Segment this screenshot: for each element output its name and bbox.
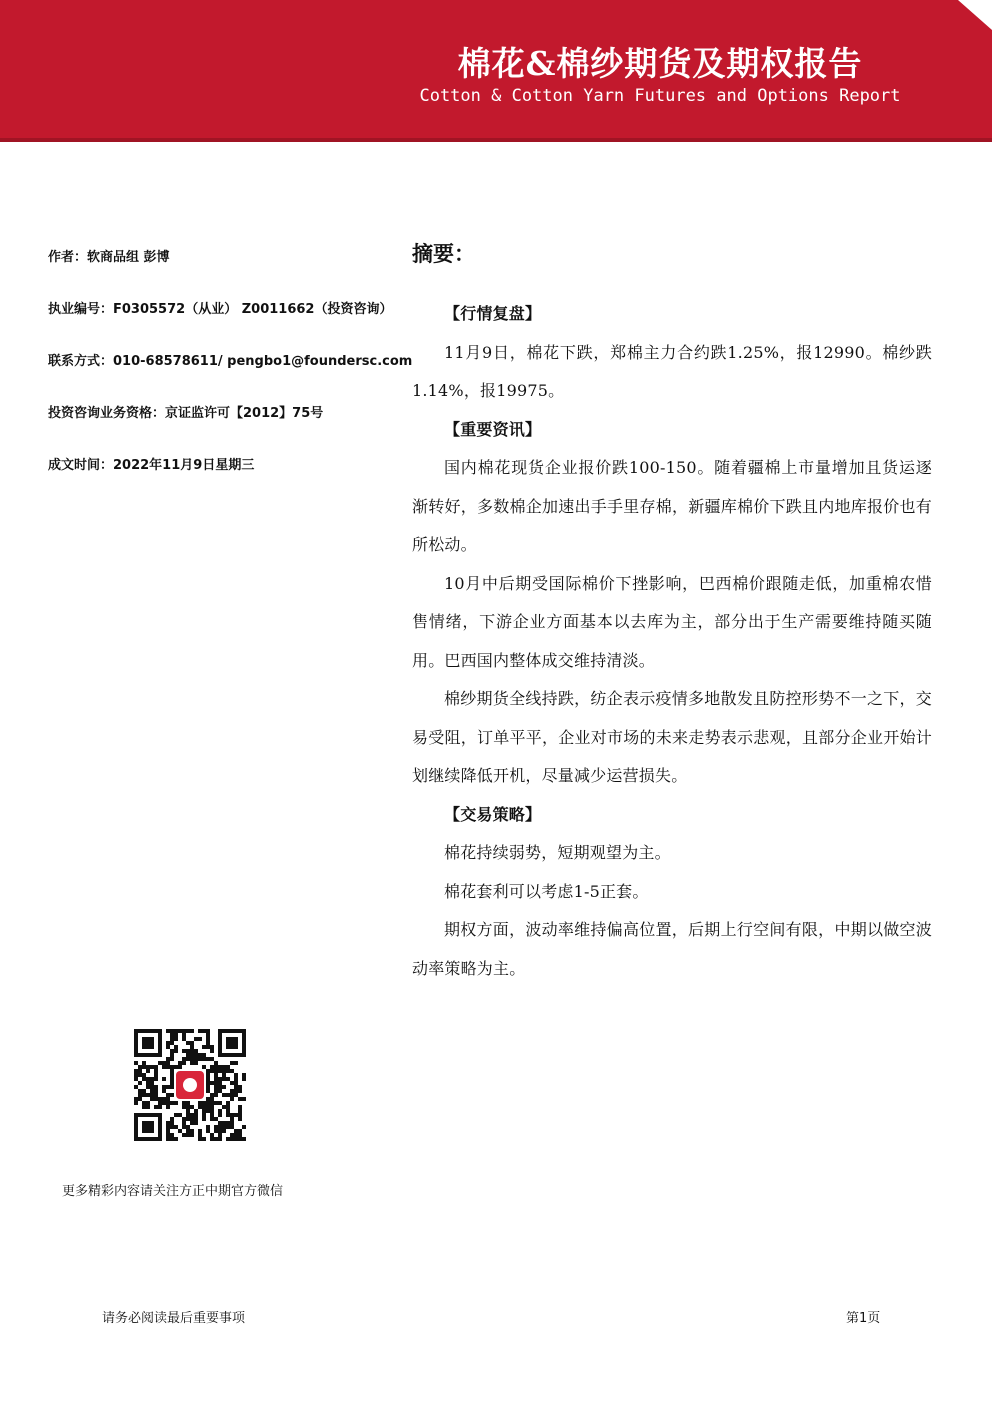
section-title-news: 【重要资讯】 — [444, 419, 542, 439]
qr-logo-mark — [183, 1078, 197, 1092]
report-title-cn: 棉花&棉纱期货及期权报告 — [457, 44, 863, 83]
qr-caption: 更多精彩内容请关注方正中期官方微信 — [62, 1184, 284, 1199]
qualification-line: 投资咨询业务资格：京证监许可【2012】75号 — [48, 406, 324, 421]
abstract-heading: 摘要： — [412, 242, 475, 266]
contact-line: 联系方式：010-68578611/ pengbo1@foundersc.com — [48, 354, 413, 369]
report-title-en: Cotton & Cotton Yarn Futures and Options Report — [419, 86, 901, 106]
footer-notice: 请务必阅读最后重要事项 — [102, 1311, 246, 1326]
wechat-qr-code — [134, 1029, 246, 1141]
qr-code-graphic — [134, 1029, 246, 1141]
section-title-market-review: 【行情复盘】 — [444, 304, 542, 323]
header-divider — [0, 138, 992, 142]
paragraph: 11月9日，棉花下跌，郑棉主力合约跌1.25%，报12990。棉纱跌1.14%，报19975。 — [412, 342, 932, 400]
paragraph: 棉花持续弱势，短期观望为主。 — [444, 843, 671, 862]
page-number: 第1页 — [846, 1311, 881, 1326]
author-line: 作者：软商品组 彭博 — [48, 250, 170, 265]
section-title-strategy: 【交易策略】 — [444, 804, 542, 824]
paragraph: 国内棉花现货企业报价跌100-150。随着疆棉上市量增加且货运逐渐转好，多数棉企加速出手手里存棉，新疆库棉价下跌且内地库报价也有所松动。 — [412, 458, 932, 554]
license-line: 执业编号：F0305572（从业） Z0011662（投资咨询） — [48, 302, 393, 317]
paragraph: 棉纱期货全线持跌，纺企表示疫情多地散发且防控形势不一之下，交易受阻，订单平平，企业对市场的未来走势表示悲观，且部分企业开始计划继续降低开机，尽量减少运营损失。 — [412, 689, 932, 785]
paragraph: 棉花套利可以考虑1-5正套。 — [444, 881, 649, 901]
abstract-body — [412, 295, 932, 988]
paragraph: 10月中后期受国际棉价下挫影响，巴西棉价跟随走低，加重棉农惜售情绪，下游企业方面基本以去库为主，部分出于生产需要维持随买随用。巴西国内整体成交维持清淡。 — [412, 573, 932, 670]
date-line: 成文时间：2022年11月9日星期三 — [48, 458, 255, 473]
paragraph: 期权方面，波动率维持偏高位置，后期上行空间有限，中期以做空波动率策略为主。 — [412, 920, 932, 978]
